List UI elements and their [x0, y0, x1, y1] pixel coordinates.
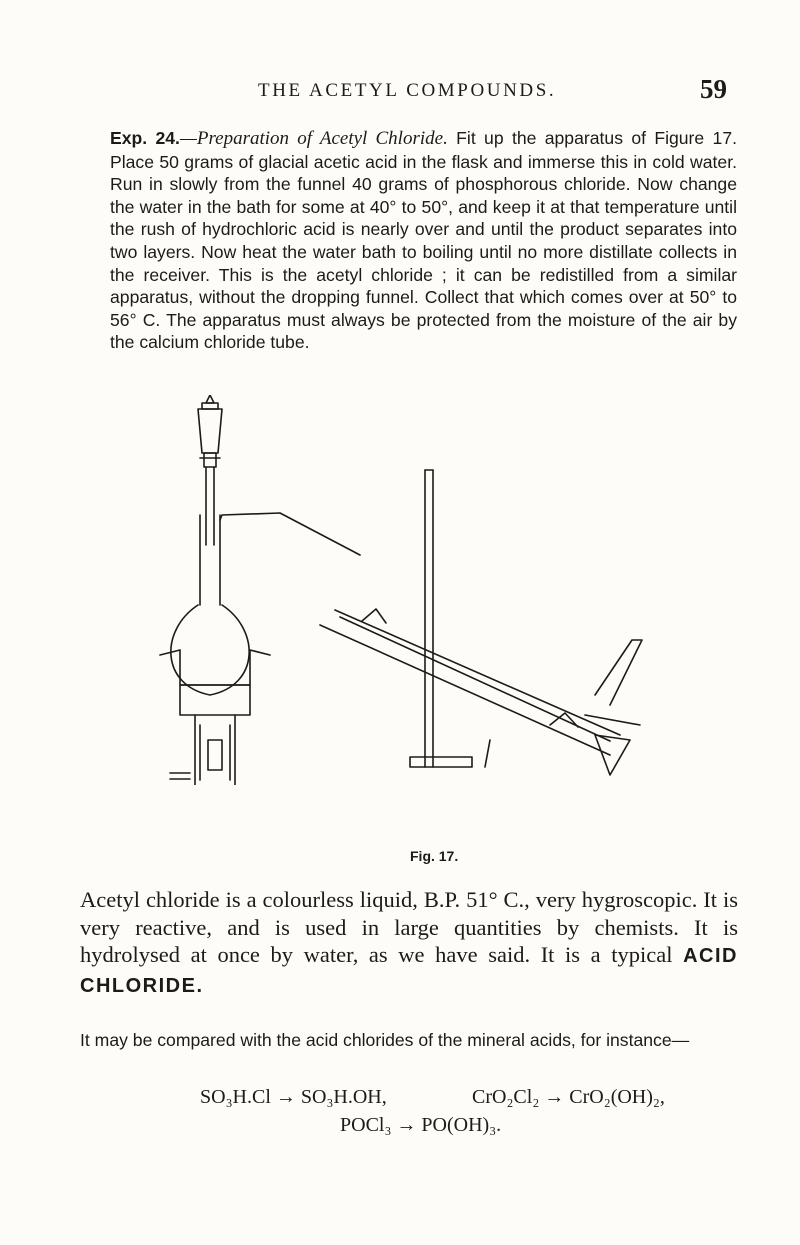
clamp-stand-drawing [410, 470, 472, 767]
experiment-body: Fit up the apparatus of Figure 17. Place 50 grams of glacial acetic acid in the flask and immerse this in cold water. Run in slowly from the funnel 40 grams of phosphorous chloride. Now change the water in the bath for some at 40° to 50°, and keep it at that temperature until the rush of hydrochloric acid is nearly over and until the product separates into two layers. Now heat the water bath to boiling until no more distillate collects in the receiver. This is the acetyl chloride ; it can be redistilled from a similar apparatus, without the dropping funnel. Collect that which comes over at 50° to 56° C. The apparatus must always be protected from the moisture of the air by the calcium chloride tube. [110, 128, 737, 353]
equation-chromyl: CrO₂Cl₂ → CrO₂(OH)₂, [472, 1086, 665, 1108]
receiver-drawing [585, 640, 642, 775]
acid-chloride-emphasis: ACID CHLORIDE. [80, 945, 738, 997]
running-title: THE ACETYL COMPOUNDS. [258, 80, 557, 101]
experiment-label: Exp. 24. [110, 128, 180, 148]
condenser-drawing [320, 609, 620, 767]
flask-drawing [171, 513, 360, 695]
main-paragraph [80, 886, 738, 1000]
experiment-paragraph [110, 127, 737, 354]
apparatus-illustration [140, 395, 670, 785]
experiment-title: —Preparation of Acetyl Chloride. [179, 128, 448, 149]
comparison-paragraph: It may be compared with the acid chlorides of the mineral acids, for instance— [80, 1030, 690, 1050]
page-header [0, 76, 800, 106]
main-paragraph-text: Acetyl chloride is a colourless liquid, B.P. 51° C., very hygroscopic. It is very reactive, and is used in large quantities by chemists. It is hydrolysed at once by water, as we have said. It is a typical [80, 887, 738, 968]
water-bath-drawing [160, 650, 270, 785]
apparatus-figure [140, 395, 670, 785]
page-number: 59 [700, 74, 727, 104]
equation-phosphoryl: POCl₃ → PO(OH)₃. [340, 1114, 502, 1136]
dropping-funnel-drawing [198, 395, 222, 545]
figure-caption: Fig. 17. [410, 848, 459, 864]
equation-sulfonyl: SO₃H.Cl → SO₃H.OH, [200, 1086, 387, 1108]
